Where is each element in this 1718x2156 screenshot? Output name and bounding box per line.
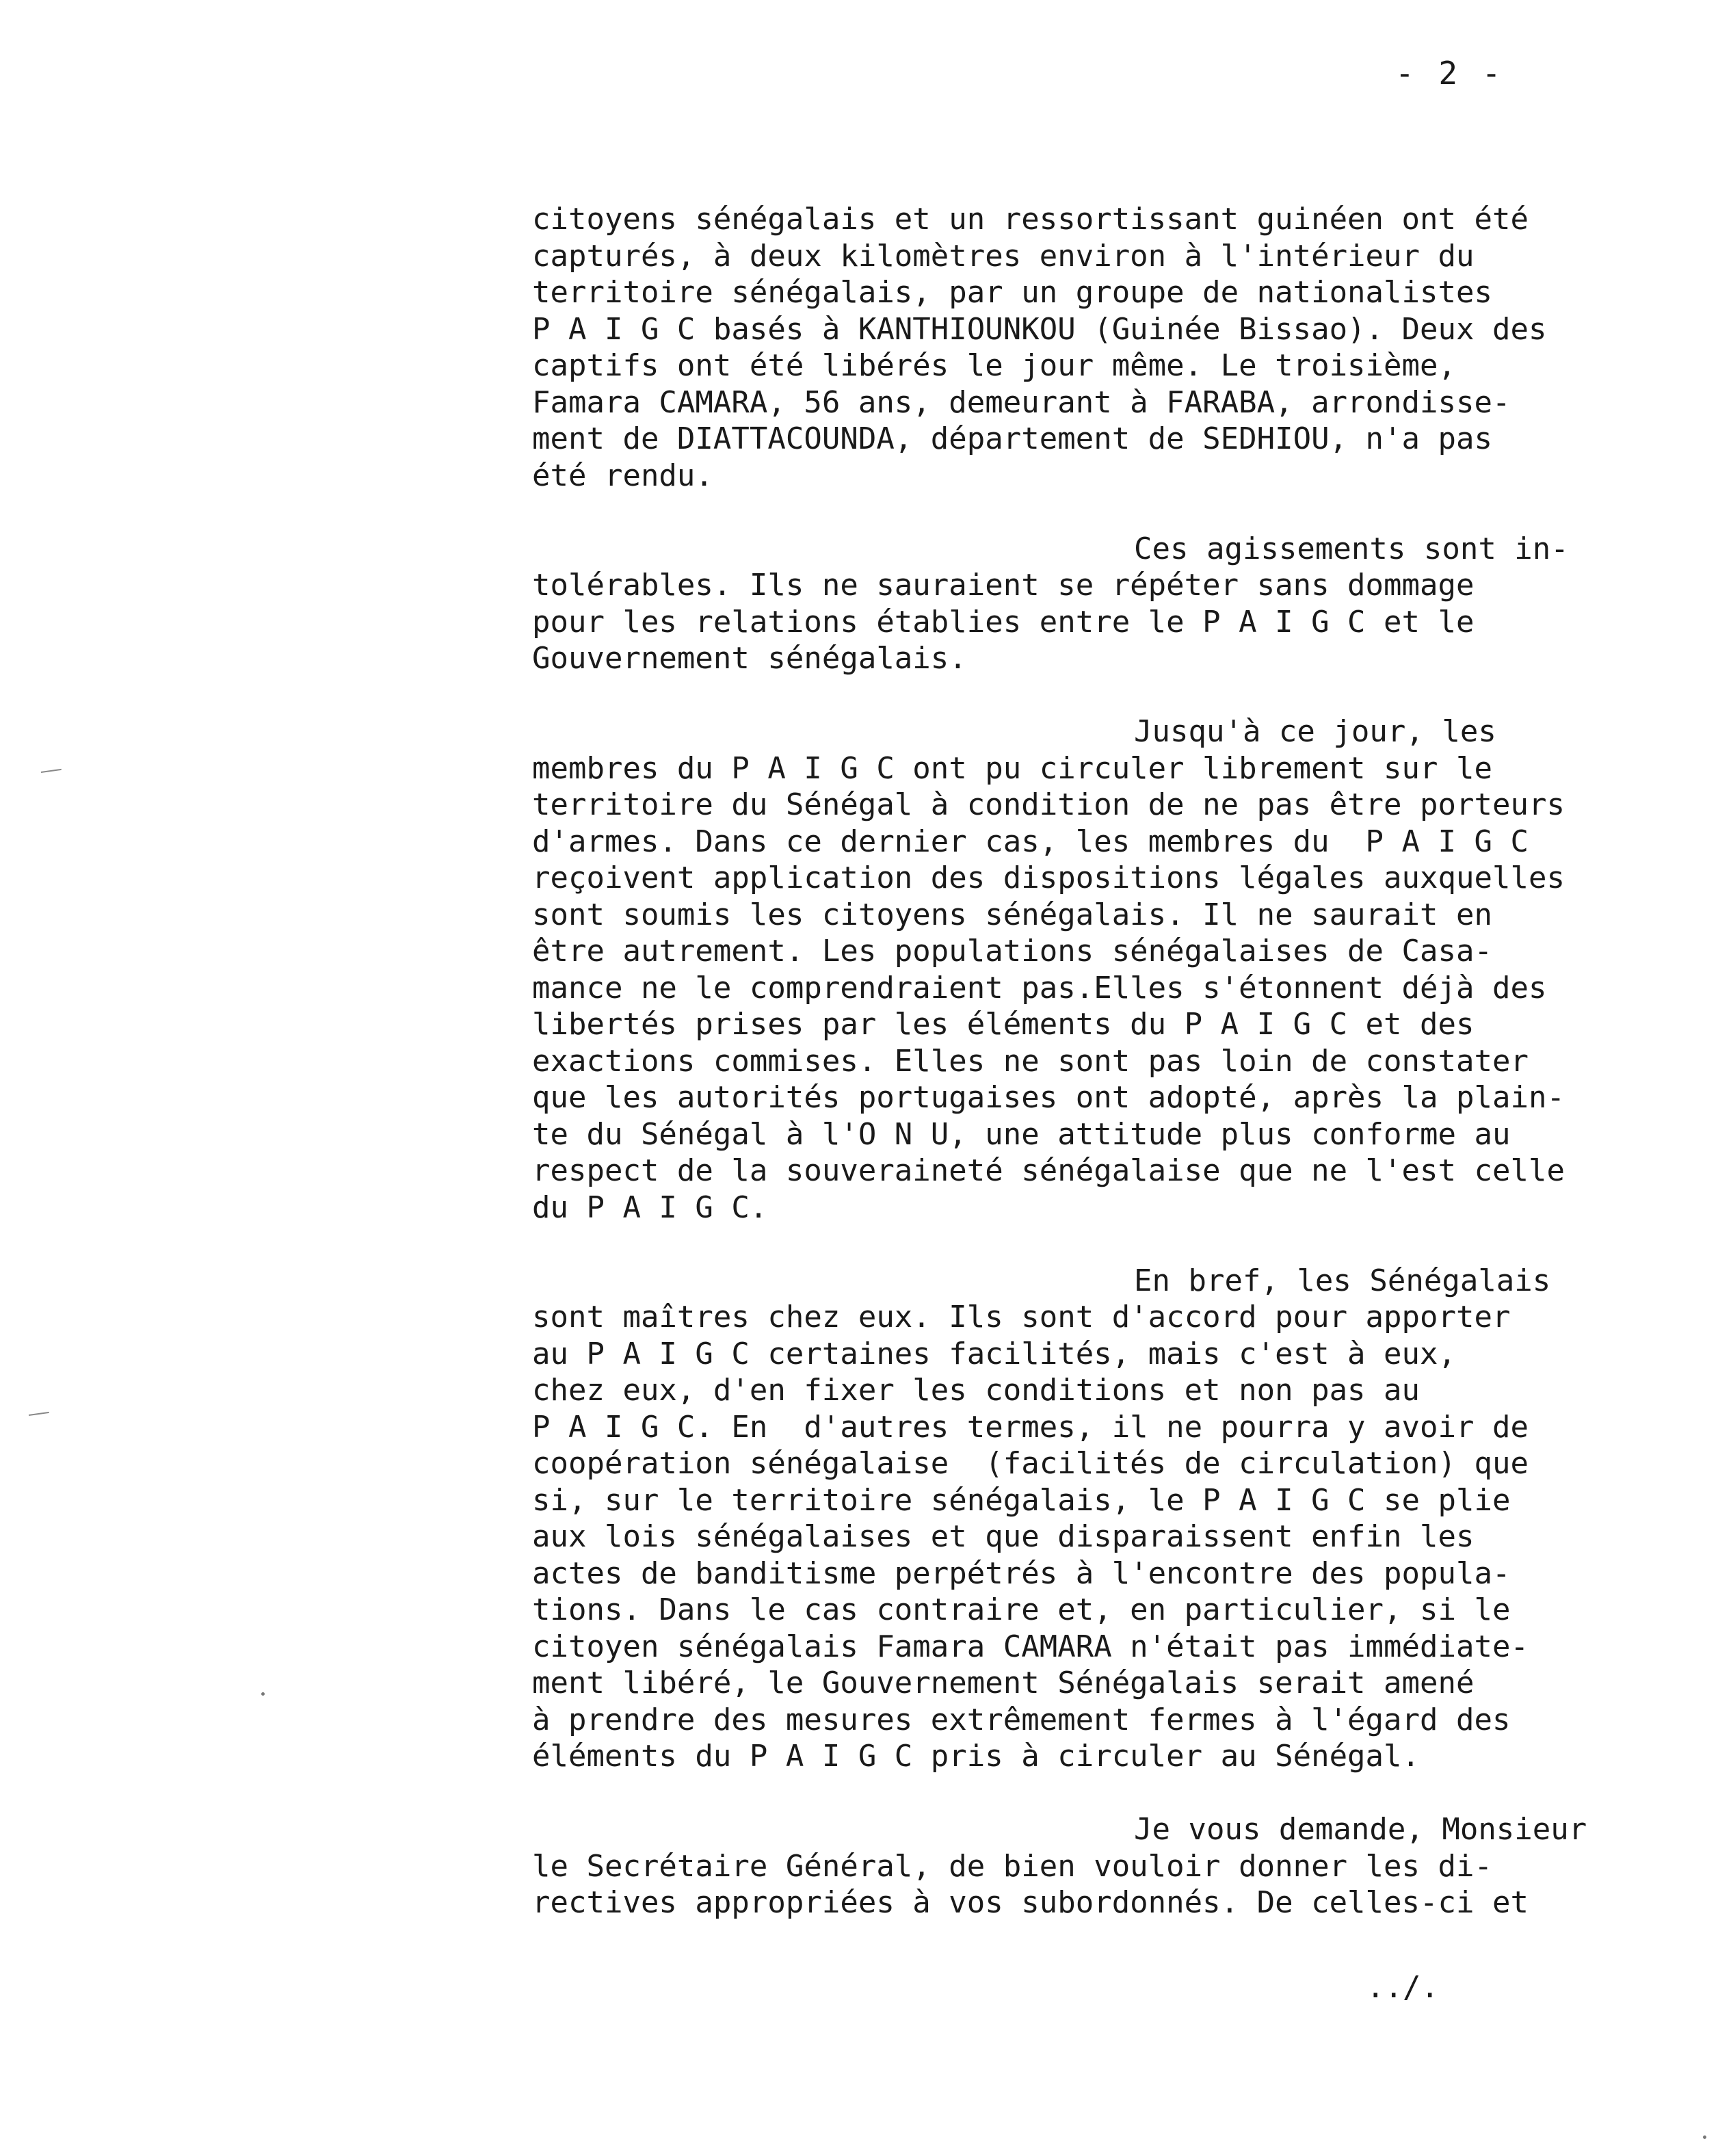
letter-body: [532, 201, 1695, 1921]
text-line: exactions commises. Elles ne sont pas loin de constater: [532, 1043, 1529, 1079]
text-line: été rendu.: [532, 458, 713, 493]
text-line: Gouvernement sénégalais.: [532, 641, 967, 676]
text-line: sont soumis les citoyens sénégalais. Il ne saurait en: [532, 897, 1492, 932]
text-line: d'armes. Dans ce dernier cas, les membres du P A I G C: [532, 824, 1529, 859]
text-line: P A I G C basés à KANTHIOUNKOU (Guinée Bissao). Deux des: [532, 311, 1547, 347]
text-line: citoyen sénégalais Famara CAMARA n'était pas immédiate-: [532, 1629, 1529, 1664]
ink-speck: [1703, 2135, 1706, 2139]
text-line: coopération sénégalaise (facilités de circulation) que: [532, 1446, 1529, 1481]
text-line: sont maîtres chez eux. Ils sont d'accord pour apporter: [532, 1300, 1511, 1335]
text-line: chez eux, d'en fixer les conditions et non pas au: [532, 1373, 1420, 1408]
text-line: territoire du Sénégal à condition de ne pas être porteurs: [532, 787, 1565, 822]
text-line: respect de la souveraineté sénégalaise que ne l'est celle: [532, 1153, 1565, 1188]
continuation-mark: ../.: [1366, 1970, 1439, 2005]
text-line: du P A I G C.: [532, 1189, 768, 1225]
paragraph-1: [532, 201, 1695, 494]
text-line: être autrement. Les populations sénégalaises de Casa-: [532, 934, 1492, 969]
margin-mark: [41, 769, 62, 773]
text-line-indented: Je vous demande, Monsieur: [1134, 1812, 1587, 1847]
text-line: aux lois sénégalaises et que disparaissent enfin les: [532, 1519, 1475, 1554]
text-line: capturés, à deux kilomètres environ à l'intérieur du: [532, 238, 1475, 274]
text-line: éléments du P A I G C pris à circuler au Sénégal.: [532, 1739, 1420, 1774]
text-line: Famara CAMARA, 56 ans, demeurant à FARABA, arrondisse-: [532, 384, 1511, 420]
paragraph-4: [532, 1263, 1695, 1775]
text-line: captifs ont été libérés le jour même. Le troisième,: [532, 348, 1457, 383]
paragraph-gap: [532, 1775, 1695, 1812]
text-line: tions. Dans le cas contraire et, en particulier, si le: [532, 1592, 1511, 1627]
paragraph-3: [532, 713, 1695, 1226]
text-line: actes de banditisme perpétrés à l'encontre des popula-: [532, 1555, 1511, 1591]
text-line: si, sur le territoire sénégalais, le P A I G C se plie: [532, 1482, 1511, 1518]
text-line: membres du P A I G C ont pu circuler librement sur le: [532, 750, 1492, 786]
text-line: au P A I G C certaines facilités, mais c'est à eux,: [532, 1336, 1457, 1371]
paragraph-2: [532, 531, 1695, 677]
paragraph-gap: [532, 494, 1695, 531]
text-line: territoire sénégalais, par un groupe de nationalistes: [532, 275, 1492, 310]
ink-speck: [261, 1692, 265, 1696]
text-line: te du Sénégal à l'O N U, une attitude plus conforme au: [532, 1116, 1511, 1152]
text-line: ment de DIATTACOUNDA, département de SEDHIOU, n'a pas: [532, 421, 1492, 456]
text-line: citoyens sénégalais et un ressortissant guinéen ont été: [532, 202, 1529, 237]
text-line-indented: En bref, les Sénégalais: [1134, 1263, 1551, 1298]
text-line: à prendre des mesures extrêmement fermes à l'égard des: [532, 1702, 1511, 1737]
text-line: le Secrétaire Général, de bien vouloir donner les di-: [532, 1848, 1492, 1884]
text-line: libertés prises par les éléments du P A I G C et des: [532, 1007, 1475, 1042]
text-line: P A I G C. En d'autres termes, il ne pourra y avoir de: [532, 1409, 1529, 1445]
text-line: tolérables. Ils ne sauraient se répéter sans dommage: [532, 568, 1475, 603]
text-line: ment libéré, le Gouvernement Sénégalais serait amené: [532, 1666, 1475, 1700]
paragraph-gap: [532, 1226, 1695, 1263]
page-number: - 2 -: [1395, 55, 1504, 92]
paragraph-gap: [532, 677, 1695, 714]
text-line-indented: Ces agissements sont in-: [1134, 531, 1569, 566]
text-line: pour les relations établies entre le P A I G C et le: [532, 604, 1475, 640]
text-line-indented: Jusqu'à ce jour, les: [1134, 714, 1496, 749]
text-line: reçoivent application des dispositions légales auxquelles: [532, 860, 1565, 895]
paragraph-5: [532, 1811, 1695, 1921]
text-line: rectives appropriées à vos subordonnés. De celles-ci et: [532, 1885, 1529, 1920]
margin-mark: [29, 1412, 49, 1416]
text-line: mance ne le comprendraient pas.Elles s'étonnent déjà des: [532, 970, 1547, 1005]
text-line: que les autorités portugaises ont adopté, après la plain-: [532, 1080, 1565, 1115]
